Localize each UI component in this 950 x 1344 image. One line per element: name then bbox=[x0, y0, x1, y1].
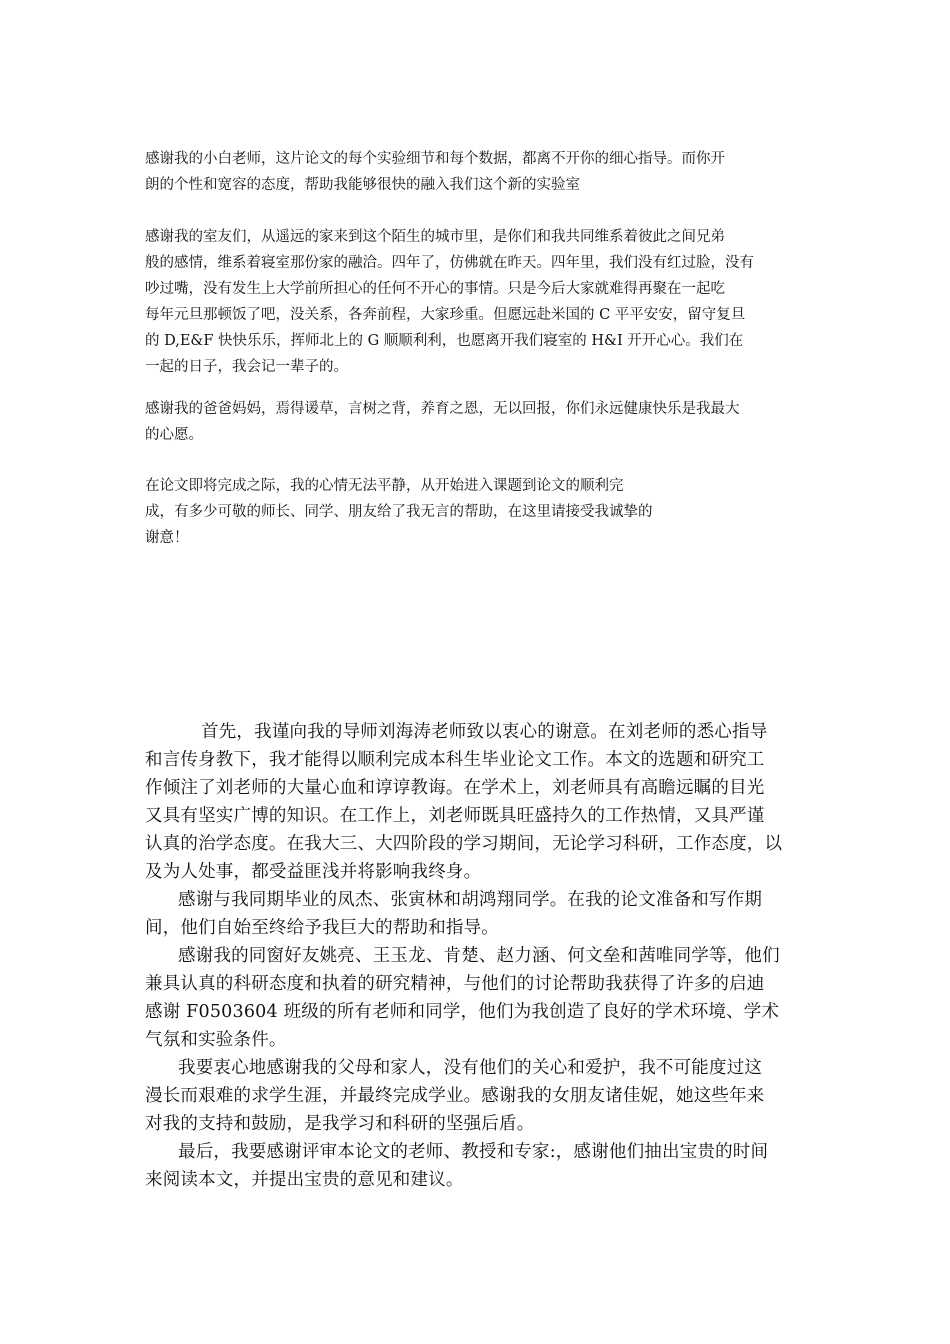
text-line: 感谢我的室友们，从遥远的家来到这个陌生的城市里，是你们和我共同维系着彼此之间兄弟 bbox=[145, 229, 725, 245]
text-line: 感谢我的小白老师，这片论文的每个实验细节和每个数据，都离不开你的细心指导。而你开 bbox=[145, 151, 725, 167]
text-line: 感谢我的同窗好友姚亮、王玉龙、肯楚、赵力涵、何文垒和茜唯同学等，他们 bbox=[178, 946, 780, 966]
text-line: 兼具认真的科研态度和执着的研究精神，与他们的讨论帮助我获得了许多的启迪 bbox=[145, 974, 765, 994]
text-line: 气氛和实验条件。 bbox=[145, 1030, 287, 1050]
text-line: 作倾注了刘老师的大量心血和谆谆教诲。在学术上，刘老师具有高瞻远瞩的目光 bbox=[145, 778, 765, 798]
text-line: 般的感情，维系着寝室那份家的融洽。四年了，仿佛就在昨天。四年里，我们没有红过脸，没有 bbox=[145, 255, 754, 271]
text-line: 首先，我谨向我的导师刘海涛老师致以衷心的谢意。在刘老师的悉心指导 bbox=[201, 722, 768, 742]
text-line: 又具有坚实广博的知识。在工作上，刘老师既具旺盛持久的工作热情，又具严谨 bbox=[145, 806, 765, 826]
text-line: 对我的支持和鼓励，是我学习和科研的坚强后盾。 bbox=[145, 1114, 535, 1134]
text-line: 和言传身教下，我才能得以顺利完成本科生毕业论文工作。本文的选题和研究工 bbox=[145, 750, 765, 770]
text-line: 及为人处事，都受益匪浅并将影响我终身。 bbox=[145, 862, 482, 882]
text-line: 谢意！ bbox=[145, 530, 189, 546]
text-line: 成，有多少可敬的师长、同学、朋友给了我无言的帮助，在这里请接受我诚挚的 bbox=[145, 504, 653, 520]
paragraph-roommates-thanks bbox=[145, 224, 815, 380]
text-line: 每年元旦那顿饭了吧，没关系，各奔前程，大家珍重。但愿远赴米国的 C 平平安安，留守复旦 bbox=[145, 307, 746, 323]
paragraph-advisor-thanks bbox=[145, 146, 815, 198]
paragraph-closing-thanks bbox=[145, 473, 815, 551]
text-line: 在论文即将完成之际，我的心情无法平静，从开始进入课题到论文的顺利完 bbox=[145, 478, 624, 494]
text-line: 感谢 F0503604 班级的所有老师和同学，他们为我创造了良好的学术环境、学术 bbox=[145, 1002, 780, 1022]
text-line: 朗的个性和宽容的态度，帮助我能够很快的融入我们这个新的实验室 bbox=[145, 177, 580, 193]
text-line: 吵过嘴，没有发生上大学前所担心的任何不开心的事情。只是今后大家就难得再聚在一起吃 bbox=[145, 281, 725, 297]
text-line: 漫长而艰难的求学生涯，并最终完成学业。感谢我的女朋友诸佳妮，她这些年来 bbox=[145, 1086, 765, 1106]
text-line: 感谢我的爸爸妈妈，焉得谖草，言树之背，养育之恩，无以回报，你们永远健康快乐是我最大 bbox=[145, 401, 740, 417]
acknowledgements-body bbox=[145, 718, 815, 1194]
text-line: 来阅读本文，并提出宝贵的意见和建议。 bbox=[145, 1170, 464, 1190]
text-line: 认真的治学态度。在我大三、大四阶段的学习期间，无论学习科研，工作态度，以 bbox=[145, 834, 783, 854]
text-line: 一起的日子，我会记一辈子的。 bbox=[145, 359, 348, 375]
text-line: 感谢与我同期毕业的凤杰、张寅林和胡鸿翔同学。在我的论文准备和写作期 bbox=[178, 890, 763, 910]
text-line: 间，他们自始至终给予我巨大的帮助和指导。 bbox=[145, 918, 499, 938]
text-line: 的心愿。 bbox=[145, 427, 203, 443]
text-line: 我要衷心地感谢我的父母和家人，没有他们的关心和爱护，我不可能度过这 bbox=[178, 1058, 763, 1078]
text-line: 最后，我要感谢评审本论文的老师、教授和专家:，感谢他们抽出宝贵的时间 bbox=[178, 1142, 769, 1162]
text-line: 的 D,E&F 快快乐乐，挥师北上的 G 顺顺利利，也愿离开我们寝室的 H&I 开开心心。我们在 bbox=[145, 333, 744, 349]
paragraph-parents-thanks bbox=[145, 396, 815, 448]
